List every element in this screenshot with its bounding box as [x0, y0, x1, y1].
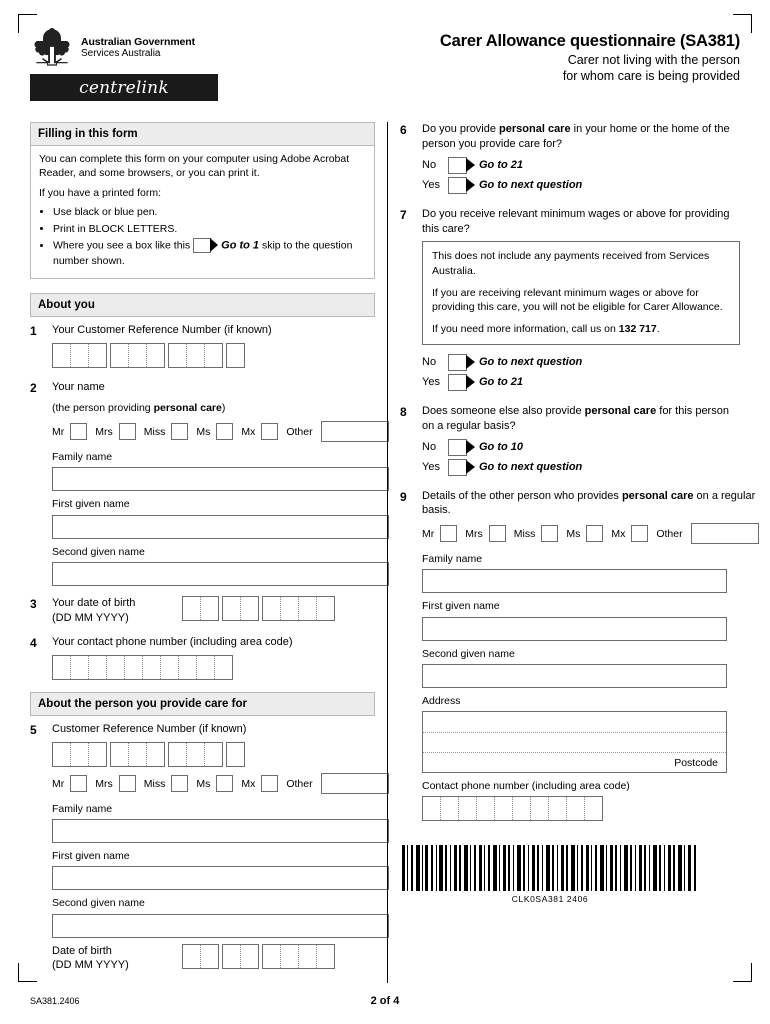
question-8-number: 8 — [400, 404, 407, 419]
care-title-option-other-label: Other — [286, 777, 313, 790]
question-1-number: 1 — [30, 324, 37, 339]
care-title-option-mx-label: Mx — [241, 777, 256, 790]
care-crn-group-2[interactable] — [110, 742, 165, 767]
q7-note3-post: . — [656, 323, 660, 336]
filling-bullet-1: • Use black or blue pen. — [53, 205, 366, 219]
question-6-no-checkbox[interactable] — [448, 157, 467, 174]
footer-page-number: 2 of 4 — [370, 995, 400, 1007]
other-title-option-other-label: Other — [656, 527, 683, 540]
question-5-dob-format: (DD MM YYYY) — [52, 959, 129, 972]
crn-group-2[interactable] — [110, 343, 165, 368]
care-title-option-mr-label: Mr — [52, 777, 65, 790]
q6-text-pre: Do you provide — [422, 123, 500, 135]
question-9-second-name-input[interactable] — [422, 664, 727, 688]
question-9-postcode-label: Postcode — [674, 756, 718, 769]
q2-sub-pre: (the person providing — [52, 402, 154, 415]
phone-cells[interactable] — [52, 655, 233, 680]
question-8-no-checkbox[interactable] — [448, 439, 467, 456]
care-crn-group-3[interactable] — [168, 742, 223, 767]
title-option-ms-label: Ms — [196, 425, 211, 438]
crn-group-4[interactable] — [226, 343, 245, 368]
question-3 — [30, 596, 375, 626]
filling-bullet-3 — [53, 238, 366, 268]
question-5-crn-input[interactable] — [52, 742, 389, 767]
question-9-phone-input[interactable] — [422, 796, 759, 821]
filling-bullet-list — [39, 205, 366, 268]
question-8-yes-goto: Go to next question — [479, 460, 583, 473]
question-5-dob-label: Date of birth — [52, 944, 112, 957]
care-dob-year-input[interactable] — [262, 944, 335, 969]
gov-line-1: Australian Government — [81, 35, 196, 48]
question-6 — [400, 122, 740, 197]
q7-note3-pre: If you need more information, call us on — [432, 323, 619, 336]
question-9-title-selectors — [422, 523, 759, 544]
other-title-checkbox-mr[interactable] — [440, 525, 457, 542]
question-2-family-name-input[interactable] — [52, 467, 389, 491]
question-7-yes-checkbox[interactable] — [448, 374, 467, 391]
crn-group-3[interactable] — [168, 343, 223, 368]
question-8 — [400, 404, 740, 479]
question-9-address-input[interactable] — [422, 711, 727, 773]
question-9-phone-label: Contact phone number (including area code) — [422, 779, 630, 792]
other-title-option-mrs-label: Mrs — [465, 527, 483, 540]
page-header — [30, 28, 740, 106]
care-title-checkbox-ms[interactable] — [216, 775, 233, 792]
care-title-option-miss-label: Miss — [143, 777, 166, 790]
question-9-first-name-input[interactable] — [422, 617, 727, 641]
goto-arrow-icon — [193, 238, 211, 253]
question-3-number: 3 — [30, 596, 37, 611]
question-6-no-row — [422, 157, 740, 174]
question-2-label: Your name — [52, 381, 105, 394]
question-5-number: 5 — [30, 723, 37, 738]
question-2-second-name-label: Second given name — [52, 545, 145, 558]
question-7-number: 7 — [400, 207, 407, 222]
question-2-family-name-label: Family name — [52, 451, 113, 464]
title-checkbox-ms[interactable] — [216, 423, 233, 440]
care-crn-group-4[interactable] — [226, 742, 245, 767]
care-title-checkbox-miss[interactable] — [171, 775, 188, 792]
q9-text-bold: personal care — [621, 489, 694, 502]
title-other-input[interactable] — [321, 421, 389, 442]
question-7-no-checkbox[interactable] — [448, 354, 467, 371]
government-branding — [30, 28, 290, 101]
question-9-second-name-label: Second given name — [422, 647, 515, 660]
question-8-label — [422, 404, 740, 434]
question-6-yes-checkbox[interactable] — [448, 177, 467, 194]
title-checkbox-mrs[interactable] — [119, 423, 136, 440]
page-content — [30, 28, 756, 983]
other-title-other-input[interactable] — [691, 523, 759, 544]
question-9-number: 9 — [400, 489, 407, 504]
australian-coat-of-arms-icon — [30, 28, 74, 68]
crn-input-1[interactable] — [52, 343, 375, 368]
question-3-label-block — [52, 596, 172, 626]
form-title: Carer Allowance questionnaire (SA381) — [439, 32, 740, 50]
title-checkbox-mx[interactable] — [261, 423, 278, 440]
question-8-no-label: No — [422, 440, 437, 453]
question-4-phone-input[interactable] — [52, 655, 375, 680]
question-2-second-name-input[interactable] — [52, 562, 389, 586]
question-6-yes-label: Yes — [422, 178, 440, 191]
question-9 — [400, 489, 756, 824]
question-4-label: Your contact phone number (including area code) — [52, 636, 293, 649]
question-2-sublabel — [52, 401, 389, 415]
question-5-first-name-label: First given name — [52, 850, 130, 863]
title-option-other-label: Other — [286, 425, 313, 438]
question-3-dob-input[interactable] — [182, 596, 335, 621]
question-9-address-label: Address — [422, 694, 461, 707]
question-7-yes-row — [422, 374, 740, 391]
section-filling-in-this-form: Filling in this form — [30, 122, 375, 146]
question-6-no-goto: Go to 21 — [479, 158, 524, 171]
question-5-family-name-label: Family name — [52, 803, 113, 816]
other-title-checkbox-miss[interactable] — [541, 525, 558, 542]
question-2-first-name-label: First given name — [52, 498, 130, 511]
right-column — [400, 122, 756, 983]
question-3-label: Your date of birth — [52, 596, 136, 609]
question-5-label: Customer Reference Number (if known) — [52, 723, 247, 736]
centrelink-logo: centrelink — [30, 74, 218, 101]
left-column — [30, 122, 375, 983]
barcode-image — [400, 845, 700, 891]
filling-bullet-3-pre: Where you see a box like this — [53, 239, 191, 252]
question-6-number: 6 — [400, 123, 407, 137]
form-subtitle-line-1: Carer not living with the person — [567, 53, 740, 67]
gov-line-2: Services Australia — [81, 48, 161, 60]
form-title-block — [440, 28, 740, 83]
question-8-yes-label: Yes — [422, 460, 440, 473]
title-checkbox-miss[interactable] — [171, 423, 188, 440]
question-9-family-name-label: Family name — [422, 553, 483, 566]
care-title-checkbox-mx[interactable] — [261, 775, 278, 792]
crn-group-1[interactable] — [52, 343, 107, 368]
question-5-title-selectors — [52, 773, 389, 794]
other-title-option-mx-label: Mx — [611, 527, 626, 540]
question-5-dob-label-block — [52, 944, 172, 974]
page-footer — [30, 996, 740, 1006]
care-title-checkbox-mr[interactable] — [70, 775, 87, 792]
care-title-checkbox-mrs[interactable] — [119, 775, 136, 792]
other-title-checkbox-ms[interactable] — [586, 525, 603, 542]
other-title-checkbox-mrs[interactable] — [489, 525, 506, 542]
question-7-label: Do you receive relevant minimum wages or above for providing this care? — [422, 207, 730, 235]
question-8-no-goto: Go to 10 — [479, 440, 524, 453]
care-dob-day-input[interactable] — [182, 944, 219, 969]
question-9-label — [422, 489, 759, 519]
question-6-no-label: No — [422, 158, 437, 171]
question-8-yes-row — [422, 459, 740, 476]
section-about-you: About you — [30, 293, 375, 317]
government-wordmark — [81, 36, 195, 60]
question-6-yes-row — [422, 177, 740, 194]
question-7-no-label: No — [422, 355, 437, 368]
question-4-number: 4 — [30, 636, 37, 651]
q6-text-post: in your home or the home of the person you provide care for? — [422, 123, 730, 150]
question-7-note-3 — [432, 322, 730, 337]
other-title-checkbox-mx[interactable] — [631, 525, 648, 542]
question-1 — [30, 323, 375, 370]
q9-text-pre: Details of the other person who provides — [422, 489, 622, 502]
other-phone-cells[interactable] — [422, 796, 603, 821]
question-9-first-name-label: First given name — [422, 600, 500, 613]
filling-paragraph-1: You can complete this form on your computer using Adobe Acrobat Reader, and some browsers, or you can print it. — [39, 153, 350, 180]
filling-bullet-3-goto: Go to 1 — [221, 239, 260, 252]
q6-text-bold: personal care — [499, 123, 571, 135]
dob-year-input[interactable] — [262, 596, 335, 621]
filling-bullet-3-post: skip to the question number shown. — [53, 239, 353, 267]
title-option-mr-label: Mr — [52, 425, 65, 438]
filling-paragraph-2: If you have a printed form: — [39, 186, 161, 199]
q2-sub-bold: personal care — [153, 402, 222, 415]
question-2-title-selectors — [52, 421, 389, 442]
question-2-number: 2 — [30, 381, 37, 396]
question-3-format: (DD MM YYYY) — [52, 611, 129, 624]
question-1-label: Your Customer Reference Number (if known) — [52, 324, 272, 337]
question-5-second-name-input[interactable] — [52, 914, 389, 938]
barcode-block — [400, 845, 700, 904]
question-7-note-box — [422, 241, 740, 344]
question-5 — [30, 722, 375, 973]
question-7-no-goto: Go to next question — [479, 355, 583, 368]
title-checkbox-mr[interactable] — [70, 423, 87, 440]
question-2-first-name-input[interactable] — [52, 515, 389, 539]
footer-form-code: SA381.2406 — [30, 996, 80, 1006]
care-title-other-input[interactable] — [321, 773, 389, 794]
question-7-no-row — [422, 354, 740, 371]
filling-bullet-2: • Print in BLOCK LETTERS. — [53, 222, 366, 236]
care-dob-month-input[interactable] — [222, 944, 259, 969]
question-7-note-1: This does not include any payments received from Services Australia. — [432, 250, 710, 278]
barcode-label: CLK0SA381 2406 — [511, 894, 589, 905]
question-5-dob-input[interactable] — [182, 944, 335, 969]
question-8-no-row — [422, 439, 740, 456]
question-9-family-name-input[interactable] — [422, 569, 727, 593]
question-7 — [400, 207, 740, 394]
care-title-option-ms-label: Ms — [196, 777, 211, 790]
filling-instructions — [30, 146, 375, 279]
question-5-family-name-input[interactable] — [52, 819, 389, 843]
q2-sub-post: ) — [221, 402, 226, 415]
dob-day-input[interactable] — [182, 596, 219, 621]
title-option-mrs-label: Mrs — [95, 425, 113, 438]
question-7-note-2: If you are receiving relevant minimum wages or above for providing this care, you will not be eligible for Carer Allowance. — [432, 286, 723, 314]
two-column-body — [30, 122, 756, 983]
q8-text-pre: Does someone else also provide — [422, 404, 585, 417]
question-2 — [30, 380, 375, 586]
title-option-mx-label: Mx — [241, 425, 256, 438]
other-title-option-mr-label: Mr — [422, 527, 435, 540]
question-7-yes-label: Yes — [422, 375, 440, 388]
question-8-yes-checkbox[interactable] — [448, 459, 467, 476]
column-divider — [387, 122, 388, 983]
q9-text-post: on a regular basis. — [422, 489, 756, 517]
question-6-label — [422, 122, 740, 152]
q8-text-post: for this person on a regular basis? — [422, 404, 729, 432]
section-about-person-you-care-for: About the person you provide care for — [30, 692, 375, 716]
dob-month-input[interactable] — [222, 596, 259, 621]
question-5-first-name-input[interactable] — [52, 866, 389, 890]
title-option-miss-label: Miss — [143, 425, 166, 438]
other-title-option-ms-label: Ms — [566, 527, 581, 540]
question-7-yes-goto: Go to 21 — [479, 375, 524, 388]
question-4 — [30, 635, 375, 682]
form-subtitle-line-2: for whom care is being provided — [562, 69, 740, 83]
question-6-yes-goto: Go to next question — [479, 178, 583, 191]
care-title-option-mrs-label: Mrs — [95, 777, 113, 790]
q8-text-bold: personal care — [584, 404, 657, 417]
other-title-option-miss-label: Miss — [513, 527, 536, 540]
question-5-second-name-label: Second given name — [52, 897, 145, 910]
q7-note3-phone: 132 717 — [618, 323, 657, 336]
care-crn-group-1[interactable] — [52, 742, 107, 767]
